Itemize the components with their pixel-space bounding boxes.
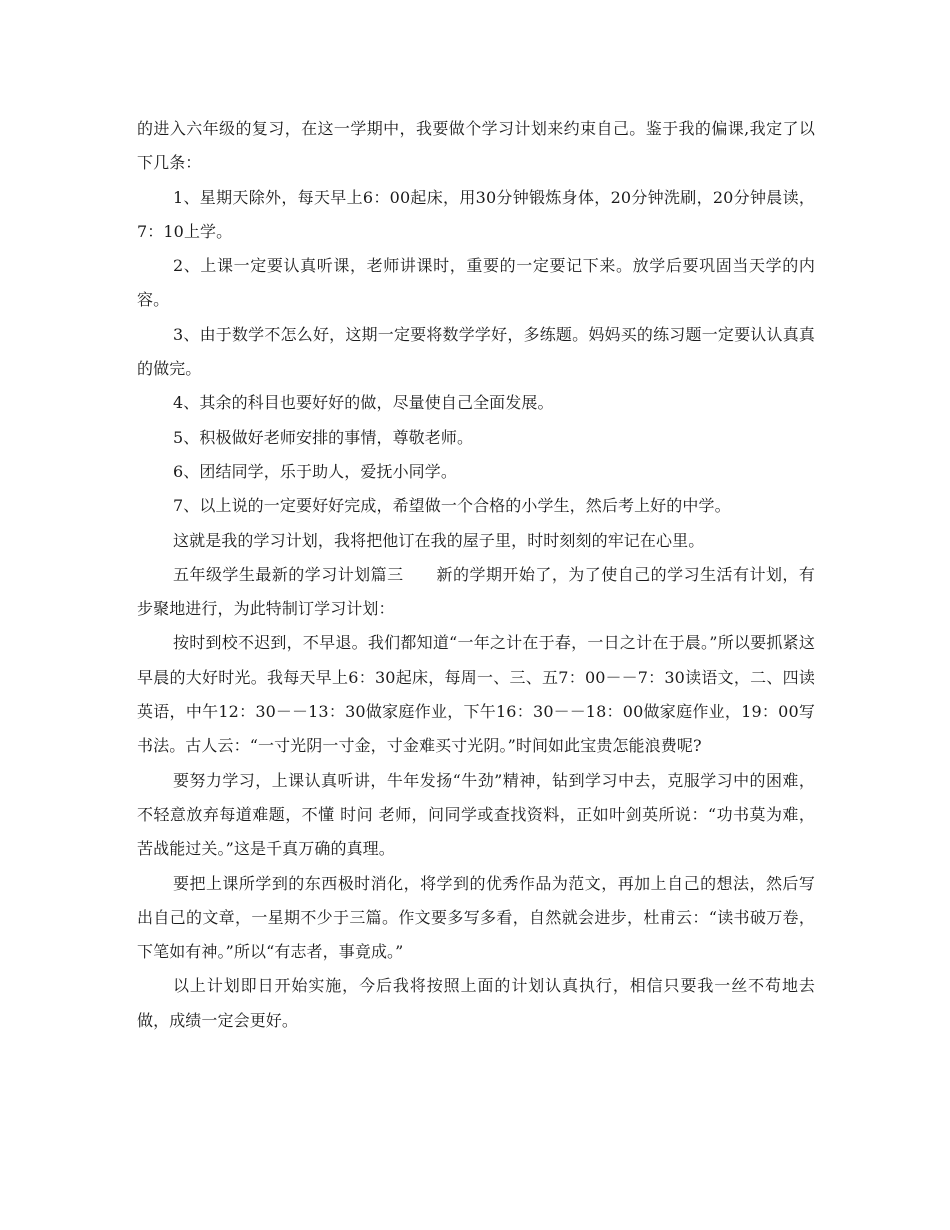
paragraph-item-7: 7、以上说的一定要好好完成，希望做一个合格的小学生，然后考上好的中学。	[173, 496, 731, 516]
paragraph-item-2: 2、上课一定要认真听课，老师讲课时，重要的一定要记下来。放学后要巩固当天学的内容。	[137, 256, 815, 310]
paragraph-section-three: 五年级学生最新的学习计划篇三 新的学期开始了，为了使自己的学习生活有计划，有步聚地进行，为此特制订学习计划：	[137, 564, 815, 619]
paragraph-item-1: 1、星期天除外，每天早上6：00起床，用30分钟锻炼身体，20分钟洗刷，20分钟晨读，7：10上学。	[137, 187, 815, 241]
paragraph-item-5: 5、积极做好老师安排的事情，尊敬老师。	[173, 427, 474, 447]
paragraph-schedule: 按时到校不迟到，不早退。我们都知道“一年之计在于春，一日之计在于晨。”所以要抓紧这早晨的大好时光。我每天早上6：30起床，每周一、三、五7：00－－7：30读语文，二、四读英语，中午12：30－－13：30做家庭作业，下午16：30－－18：00做家庭作业，19：00写书法。古人云：“一寸光阴一寸金，寸金难买寸光阴。”时间如此宝贵怎能浪费呢?	[137, 633, 815, 756]
paragraph-study-hard: 要努力学习，上课认真听讲，牛年发扬“牛劲”精神，钻到学习中去，克服学习中的困难，不轻意放弃每道难题，不懂 时问 老师，问同学或查找资料，正如叶剑英所说：“功书莫为难，苦战能过关。”这是千真万确的真理。	[137, 770, 815, 859]
paragraph-summary: 这就是我的学习计划，我将把他订在我的屋子里，时时刻刻的牢记在心里。	[173, 530, 705, 550]
document-body	[137, 112, 815, 1038]
paragraph-item-4: 4、其余的科目也要好好的做，尽量使自己全面发展。	[173, 393, 554, 413]
paragraph-conclusion: 以上计划即日开始实施，今后我将按照上面的计划认真执行，相信只要我一丝不苟地去做，成绩一定会更好。	[137, 976, 815, 1030]
paragraph-item-6: 6、团结同学，乐于助人，爱抚小同学。	[173, 461, 457, 481]
paragraph-writing: 要把上课所学到的东西极时消化，将学到的优秀作品为范文，再加上自己的想法，然后写出自己的文章，一星期不少于三篇。作文要多写多看，自然就会进步，杜甫云：“读书破万卷，下笔如有神。”所以“有志者，事竟成。”	[137, 873, 815, 962]
paragraph-item-3: 3、由于数学不怎么好，这期一定要将数学学好，多练题。妈妈买的练习题一定要认认真真的做完。	[137, 324, 815, 379]
paragraph-intro: 的进入六年级的复习，在这一学期中，我要做个学习计划来约束自己。鉴于我的偏课,我定了以下几条：	[137, 119, 815, 173]
